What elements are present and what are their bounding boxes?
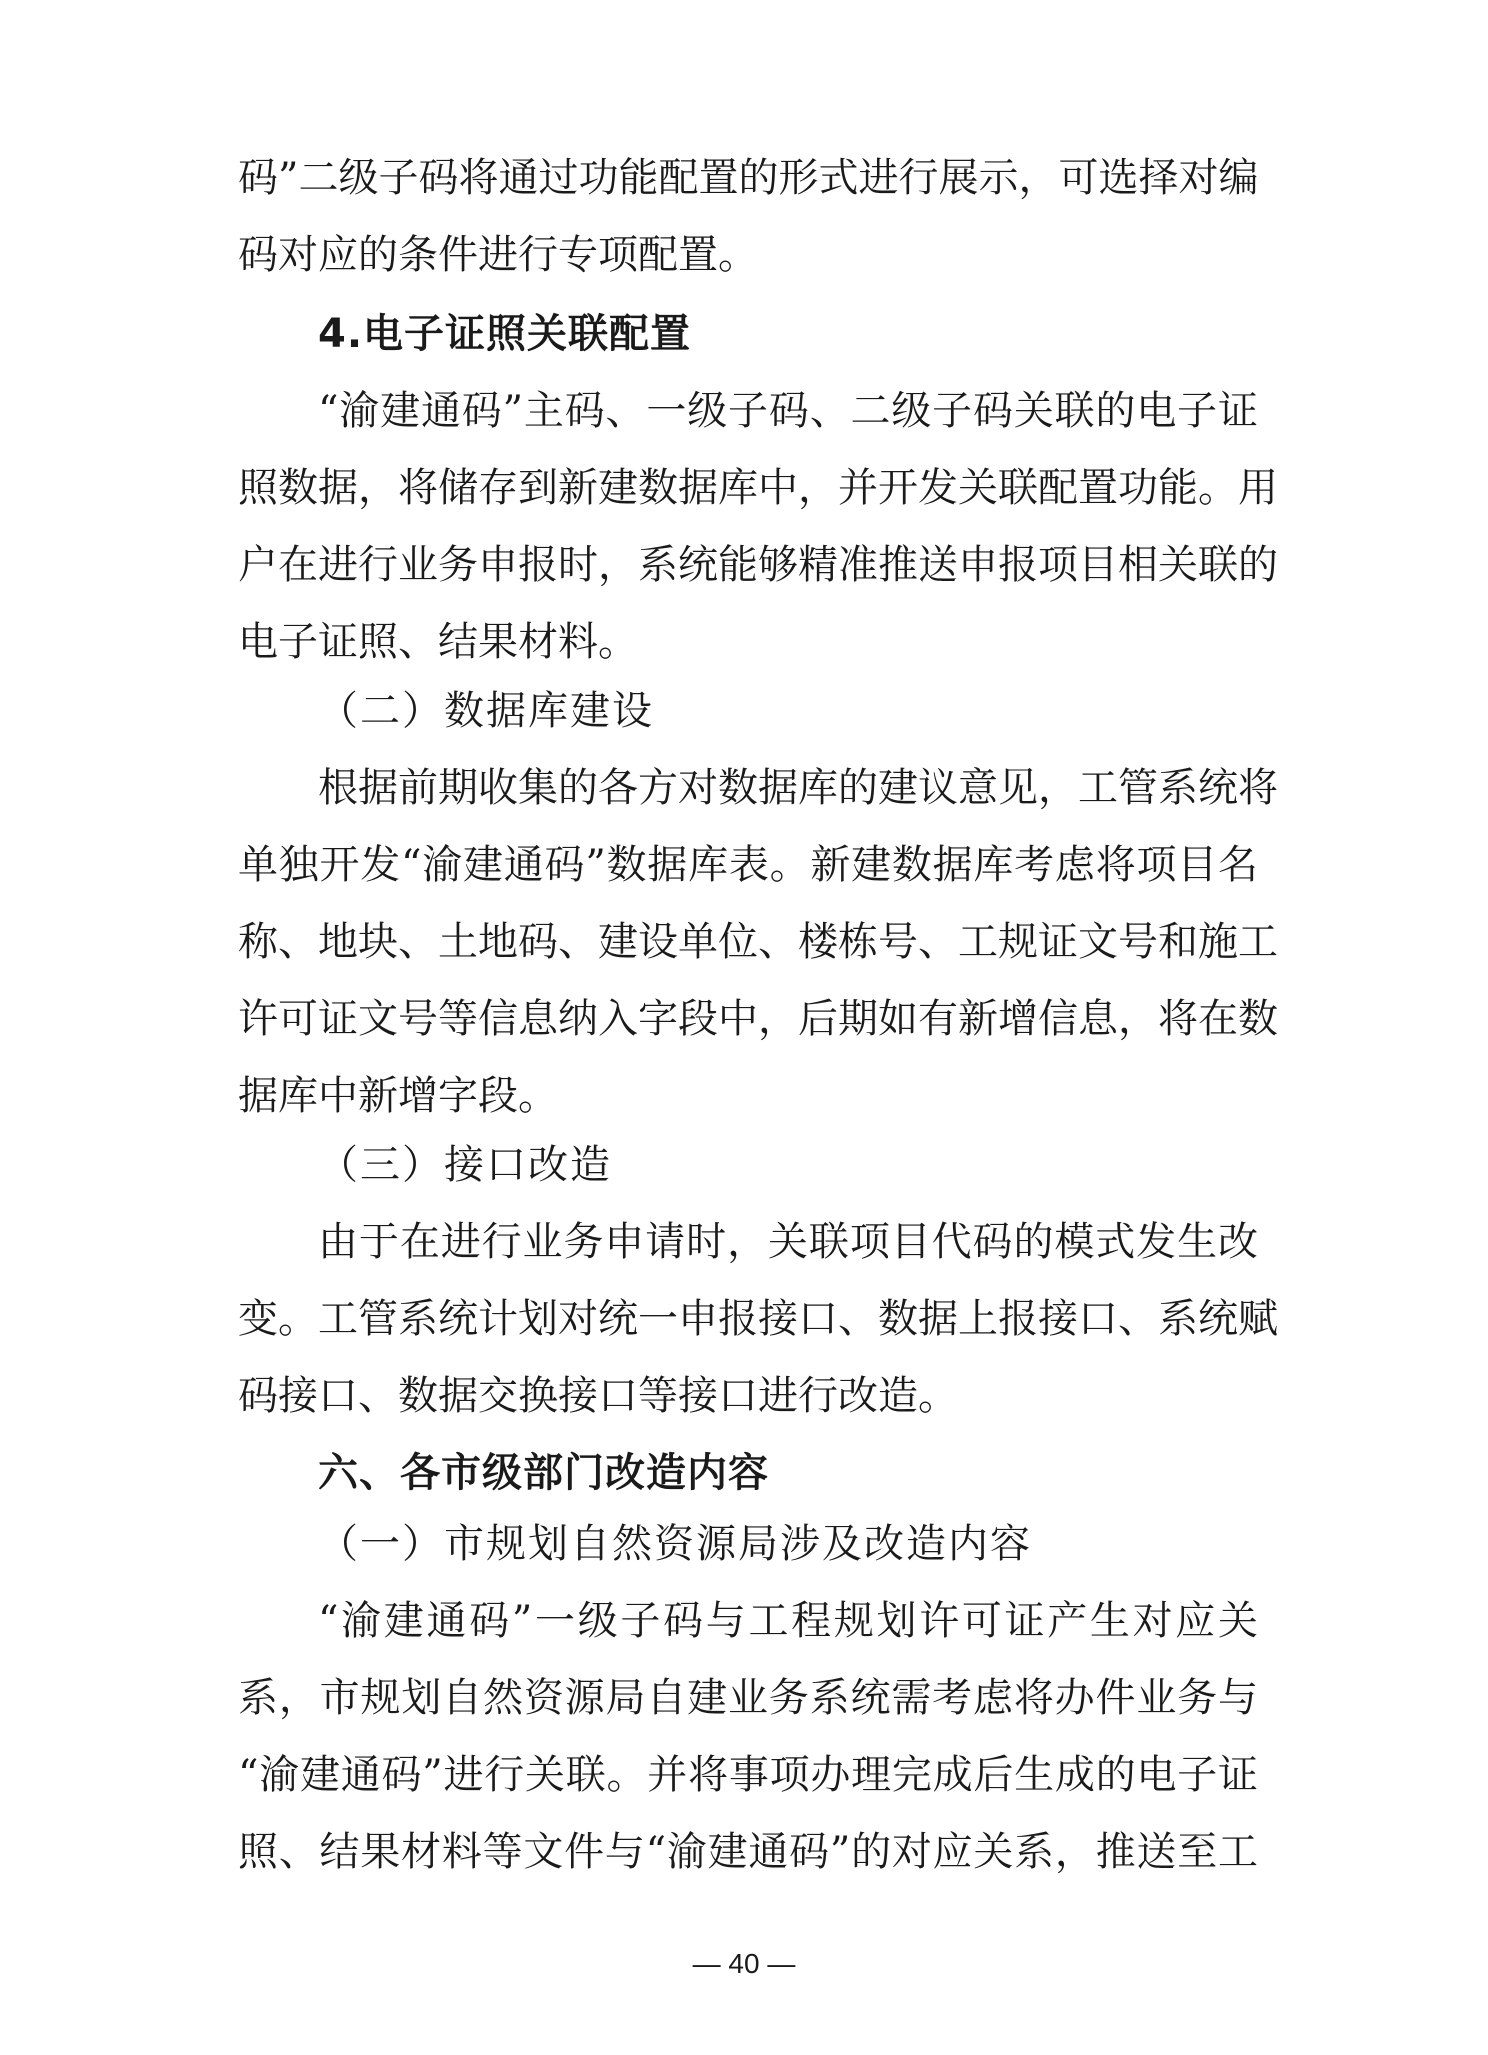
subsection-heading: （三）接口改造 bbox=[318, 1142, 612, 1188]
subsection-heading: （二）数据库建设 bbox=[318, 688, 654, 734]
page-number: — 40 — bbox=[692, 1948, 796, 1979]
paragraph-line: 照、结果材料等文件与“渝建通码”的对应关系，推送至工 bbox=[238, 1829, 1258, 1875]
paragraph-line: 照数据，将储存到新建数据库中，并开发关联配置功能。用 bbox=[238, 465, 1278, 511]
paragraph-line: 称、地块、土地码、建设单位、楼栋号、工规证文号和施工 bbox=[238, 919, 1278, 965]
paragraph-line: “渝建通码”一级子码与工程规划许可证产生对应关 bbox=[318, 1598, 1258, 1644]
paragraph-line: “渝建通码”进行关联。并将事项办理完成后生成的电子证 bbox=[238, 1752, 1258, 1798]
paragraph-line: 户在进行业务申报时，系统能够精准推送申报项目相关联的 bbox=[238, 542, 1278, 588]
paragraph-line: 根据前期收集的各方对数据库的建议意见，工管系统将 bbox=[318, 765, 1278, 811]
paragraph-line: “渝建通码”主码、一级子码、二级子码关联的电子证 bbox=[318, 388, 1258, 434]
paragraph-line: 许可证文号等信息纳入字段中，后期如有新增信息，将在数 bbox=[238, 996, 1278, 1042]
section-heading: 4.电子证照关联配置 bbox=[318, 311, 692, 357]
paragraph-line: 据库中新增字段。 bbox=[238, 1073, 558, 1119]
paragraph-line: 码”二级子码将通过功能配置的形式进行展示，可选择对编 bbox=[238, 155, 1259, 201]
paragraph-line: 系，市规划自然资源局自建业务系统需考虑将办件业务与 bbox=[238, 1675, 1258, 1721]
paragraph-line: 单独开发“渝建通码”数据库表。新建数据库考虑将项目名 bbox=[238, 842, 1258, 888]
section-heading: 六、各市级部门改造内容 bbox=[318, 1450, 769, 1496]
paragraph-line: 码接口、数据交换接口等接口进行改造。 bbox=[238, 1373, 958, 1419]
paragraph-line: 电子证照、结果材料。 bbox=[238, 619, 638, 665]
paragraph-line: 由于在进行业务申请时，关联项目代码的模式发生改 bbox=[318, 1219, 1258, 1265]
paragraph-line: 码对应的条件进行专项配置。 bbox=[238, 232, 758, 278]
paragraph-line: 变。工管系统计划对统一申报接口、数据上报接口、系统赋 bbox=[238, 1296, 1278, 1342]
subsection-heading: （一）市规划自然资源局涉及改造内容 bbox=[318, 1521, 1032, 1567]
